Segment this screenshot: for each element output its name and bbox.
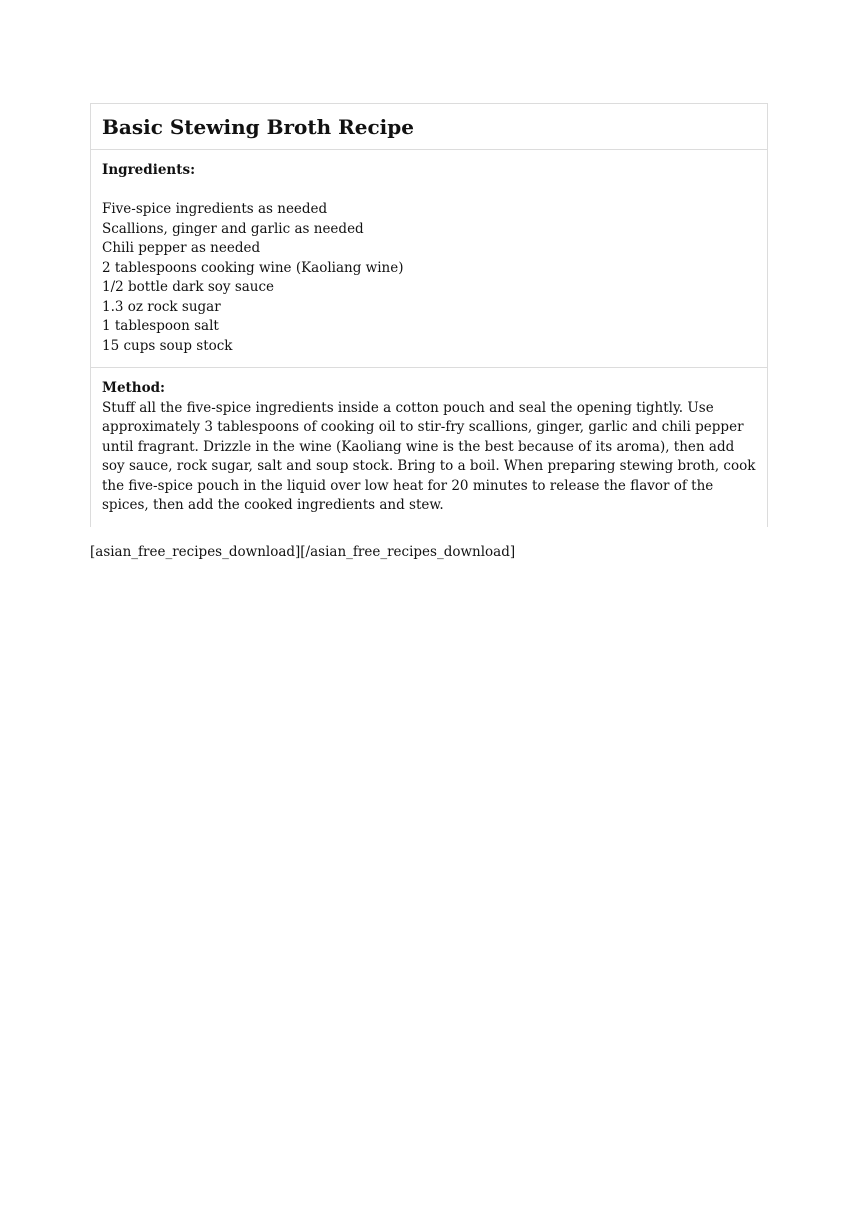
ingredient-item: Chili pepper as needed [102, 240, 261, 256]
ingredient-item: Scallions, ginger and garlic as needed [102, 220, 364, 237]
recipe-title-row [91, 104, 767, 150]
ingredient-item: 15 cups soup stock [102, 337, 233, 354]
ingredient-item: 2 tablespoons cooking wine (Kaoliang wine) [102, 259, 404, 276]
method-text: Stuff all the five-spice ingredients inside a cotton pouch and seal the opening tightly. Use approximately 3 tablespoons of cooking oil to stir-fry scallions, ginger, garlic and chili pepper until fragrant. Drizzle in the wine (Kaoliang wine is the best because of its aroma), then add soy sauce, rock sugar, salt and soup stock. Bring to a boil. When preparing stewing broth, cook the five-spice pouch in the liquid over low heat for 20 minutes to release the flavor of the spices, then add the cooked ingredients and stew. [102, 399, 756, 513]
ingredient-item: Five-spice ingredients as needed [102, 201, 328, 217]
ingredient-item: 1.3 oz rock sugar [102, 298, 221, 315]
ingredients-spacer [102, 181, 756, 201]
recipe-title: Basic Stewing Broth Recipe [102, 114, 414, 139]
ingredients-heading: Ingredients: [102, 162, 196, 178]
ingredient-item: 1 tablespoon salt [102, 318, 219, 334]
method-section [91, 368, 767, 527]
recipe-card [90, 103, 768, 527]
ingredients-section [91, 150, 767, 368]
ingredient-list [102, 200, 756, 356]
ingredient-item: 1/2 bottle dark soy sauce [102, 279, 275, 295]
method-heading: Method: [102, 380, 166, 396]
download-shortcode: [asian_free_recipes_download][/asian_free_recipes_download] [90, 544, 516, 560]
